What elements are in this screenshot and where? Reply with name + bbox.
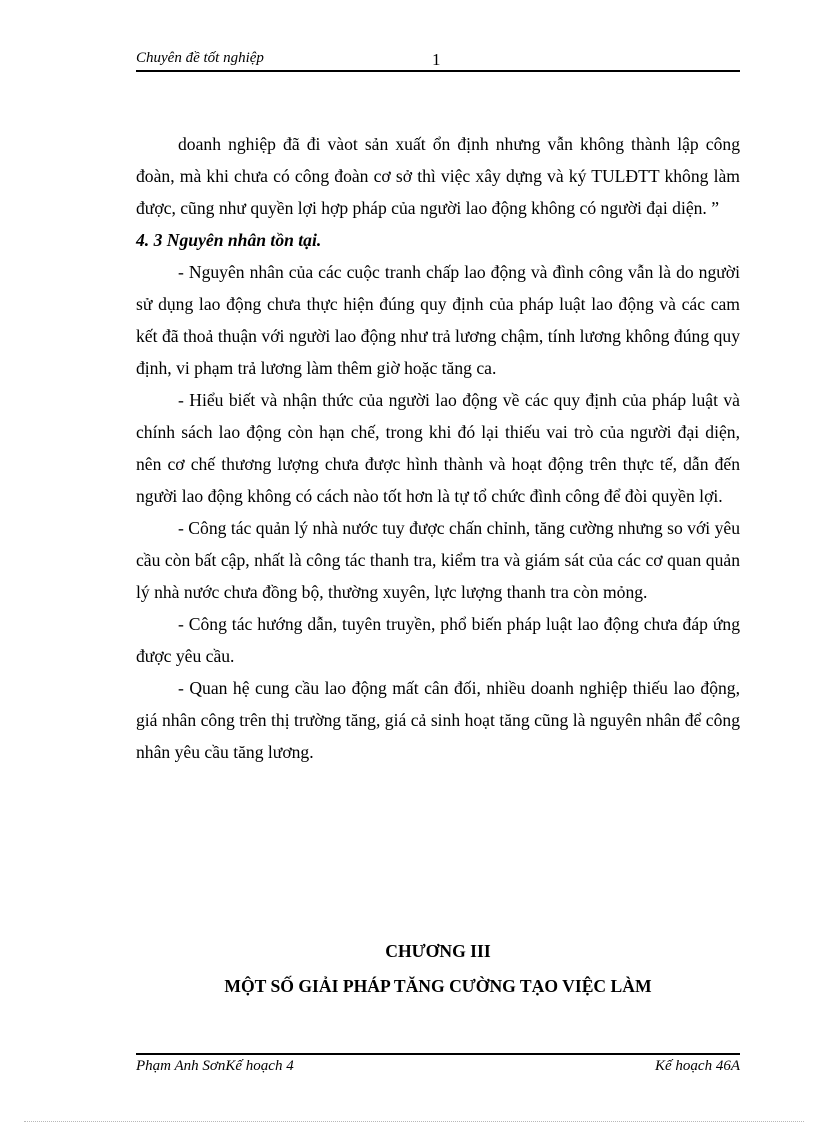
footer-author: Phạm Anh SơnKế hoạch 4: [136, 1058, 294, 1074]
page-number: 1: [432, 50, 441, 69]
footer-class: Kế hoạch 46A: [655, 1058, 740, 1074]
page-footer: [136, 1053, 740, 1079]
paragraph: - Quan hệ cung cầu lao động mất cân đối, nhiều doanh nghiệp thiếu lao động, giá nhân công trên thị trường tăng, giá cả sinh hoạt tăng cũng là nguyên nhân để công nhân yêu cầu tăng lương.: [136, 678, 740, 762]
page-edge-divider: [24, 1121, 804, 1122]
section-heading: 4. 3 Nguyên nhân tồn tại.: [136, 230, 322, 250]
header-title: Chuyên đề tốt nghiệp: [136, 50, 264, 66]
chapter-heading: [136, 934, 740, 1004]
paragraph: - Công tác hướng dẫn, tuyên truyền, phổ biến pháp luật lao động chưa đáp ứng được yêu cầu.: [136, 614, 740, 666]
paragraph: - Nguyên nhân của các cuộc tranh chấp lao động và đình công vẫn là do người sử dụng lao động chưa thực hiện đúng quy định của pháp luật lao động và các cam kết đã thoả thuận với người lao động như trả lương chậm, tính lương không đúng quy định, vi phạm trả lương làm thêm giờ hoặc tăng ca.: [136, 262, 740, 378]
chapter-title: MỘT SỐ GIẢI PHÁP TĂNG CƯỜNG TẠO VIỆC LÀM: [224, 976, 652, 996]
page-header: [136, 46, 740, 72]
paragraph: doanh nghiệp đã đi vàot sản xuất ổn định nhưng vẫn không thành lập công đoàn, mà khi chưa có công đoàn cơ sở thì việc xây dựng và ký TULĐTT không làm được, cũng như quyền lợi hợp pháp của người lao động không có người đại diện. ”: [136, 134, 740, 218]
paragraph: - Hiểu biết và nhận thức của người lao động về các quy định của pháp luật và chính sách lao động còn hạn chế, trong khi đó lại thiếu vai trò của người đại diện, nên cơ chế thương lượng chưa được hình thành và hoạt động trên thực tế, dẫn đến người lao động không có cách nào tốt hơn là tự tổ chức đình công để đòi quyền lợi.: [136, 390, 740, 506]
document-body: [136, 128, 740, 768]
paragraph: - Công tác quản lý nhà nước tuy được chấn chỉnh, tăng cường nhưng so với yêu cầu còn bất cập, nhất là công tác thanh tra, kiểm tra và giám sát của các cơ quan quản lý nhà nước chưa đồng bộ, thường xuyên, lực lượng thanh tra còn mỏng.: [136, 518, 740, 602]
chapter-number: CHƯƠNG III: [385, 941, 491, 961]
